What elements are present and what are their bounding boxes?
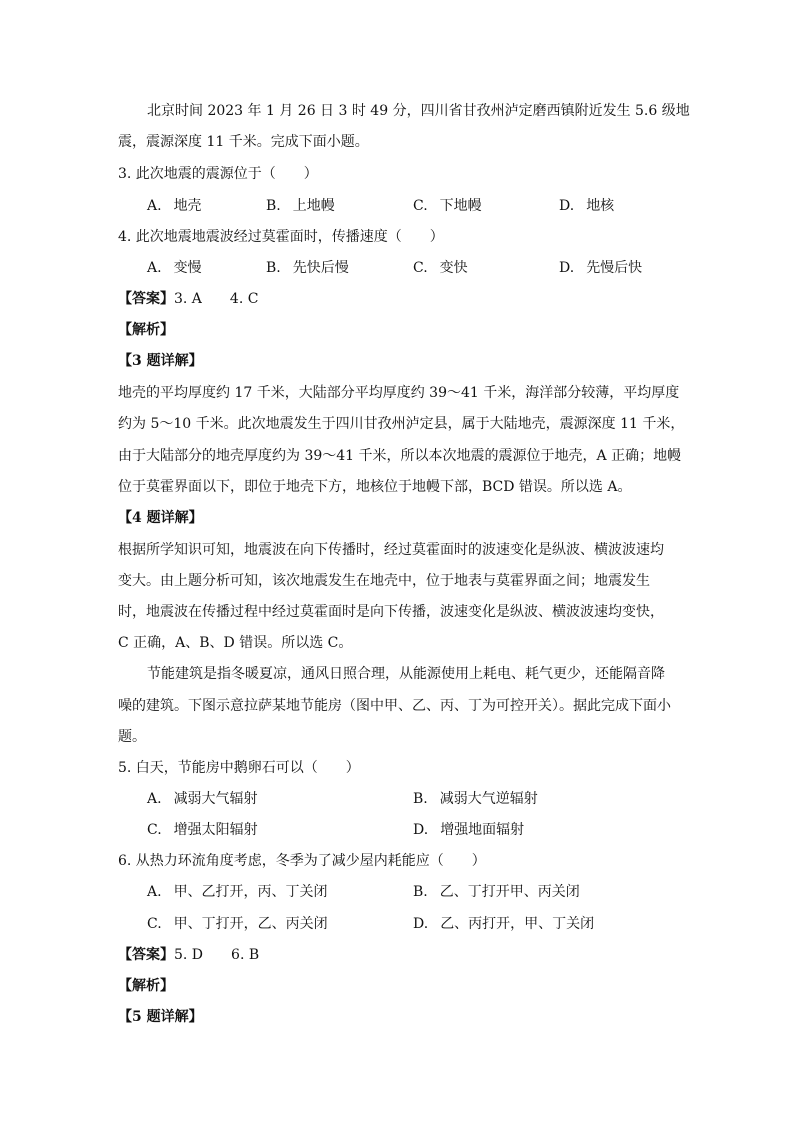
question-6-option-d[interactable]: D. 乙、丙打开，甲、丁关闭 xyxy=(413,916,595,932)
question-6-option-a[interactable]: A. 甲、乙打开，丙、丁关闭 xyxy=(147,884,328,900)
intro-2-line-2: 噪的建筑。下图示意拉萨某地节能房（图中甲、乙、丙、丁为可控开关）。据此完成下面小 xyxy=(118,698,671,714)
question-3-option-c[interactable]: C. 下地幔 xyxy=(413,198,482,214)
detail-3-line-1: 地壳的平均厚度约 17 千米，大陆部分平均厚度约 39～41 千米，海洋部分较薄，平均厚度 xyxy=(118,385,680,401)
answer-4: 4. C xyxy=(229,291,259,307)
detail-4-line-2: 变大。由上题分析可知，该次地震发生在地壳中，位于地表与莫霍界面之间；地震发生 xyxy=(118,573,650,589)
answer-3: 3. A xyxy=(174,291,202,307)
detail-4-line-3: 时，地震波在传播过程中经过莫霍面时是向下传播，波速变化是纵波、横波波速均变快， xyxy=(118,604,664,620)
question-4-option-b[interactable]: B. 先快后慢 xyxy=(266,260,349,276)
detail-4-heading: 【4 题详解】 xyxy=(118,510,203,526)
intro-2-line-1: 节能建筑是指冬暖夏凉，通风日照合理，从能源使用上耗电、耗气更少，还能隔音降 xyxy=(147,666,665,682)
answer-label: 【答案】 xyxy=(118,291,174,307)
question-3-option-d[interactable]: D. 地核 xyxy=(559,198,615,214)
question-5-option-d[interactable]: D. 增强地面辐射 xyxy=(413,822,525,838)
analysis-heading-1: 【解析】 xyxy=(118,322,174,338)
answer-6: 6. B xyxy=(231,947,260,963)
detail-4-line-1: 根据所学知识可知，地震波在向下传播时，经过莫霍面时的波速变化是纵波、横波波速均 xyxy=(118,542,664,558)
question-6-option-c[interactable]: C. 甲、丁打开，乙、丙关闭 xyxy=(147,916,328,932)
question-5-stem: 5. 白天，节能房中鹅卵石可以（ ） xyxy=(118,760,360,776)
answer-5: 5. D xyxy=(174,947,204,963)
question-4-option-d[interactable]: D. 先慢后快 xyxy=(559,260,643,276)
answer-label: 【答案】 xyxy=(118,947,174,963)
question-5-option-b[interactable]: B. 减弱大气逆辐射 xyxy=(413,791,538,807)
answer-line-2 xyxy=(118,945,259,965)
detail-4-line-4: C 正确，A、B、D 错误。所以选 C。 xyxy=(118,635,353,651)
question-5-option-c[interactable]: C. 增强太阳辐射 xyxy=(147,822,258,838)
detail-5-heading: 【5 题详解】 xyxy=(118,1009,203,1025)
question-4-option-c[interactable]: C. 变快 xyxy=(413,260,468,276)
question-6-stem: 6. 从热力环流角度考虑，冬季为了减少屋内耗能应（ ） xyxy=(118,853,486,869)
answer-line-1 xyxy=(118,289,258,309)
analysis-heading-2: 【解析】 xyxy=(118,978,174,994)
detail-3-line-3: 由于大陆部分的地壳厚度约为 39～41 千米，所以本次地震的震源位于地壳，A 正确；地幔 xyxy=(118,448,682,464)
question-5-option-a[interactable]: A. 减弱大气辐射 xyxy=(147,791,258,807)
intro-1-line-1: 北京时间 2023 年 1 月 26 日 3 时 49 分，四川省甘孜州泸定磨西镇附近发生 5.6 级地 xyxy=(147,103,690,119)
question-4-stem: 4. 此次地震地震波经过莫霍面时，传播速度（ ） xyxy=(118,229,444,245)
intro-1-line-2: 震，震源深度 11 千米。完成下面小题。 xyxy=(118,134,369,150)
question-3-option-a[interactable]: A. 地壳 xyxy=(147,198,202,214)
question-6-option-b[interactable]: B. 乙、丁打开甲、丙关闭 xyxy=(413,884,580,900)
question-4-option-a[interactable]: A. 变慢 xyxy=(147,260,202,276)
question-3-stem: 3. 此次地震的震源位于（ ） xyxy=(118,166,318,182)
detail-3-heading: 【3 题详解】 xyxy=(118,353,203,369)
intro-2-line-3: 题。 xyxy=(118,729,146,745)
detail-3-line-4: 位于莫霍界面以下，即位于地壳下方，地核位于地幔下部，BCD 错误。所以选 A。 xyxy=(118,479,632,495)
question-3-option-b[interactable]: B. 上地幔 xyxy=(266,198,335,214)
detail-3-line-2: 约为 5～10 千米。此次地震发生于四川甘孜州泸定县，属于大陆地壳，震源深度 11 千米， xyxy=(118,416,685,432)
